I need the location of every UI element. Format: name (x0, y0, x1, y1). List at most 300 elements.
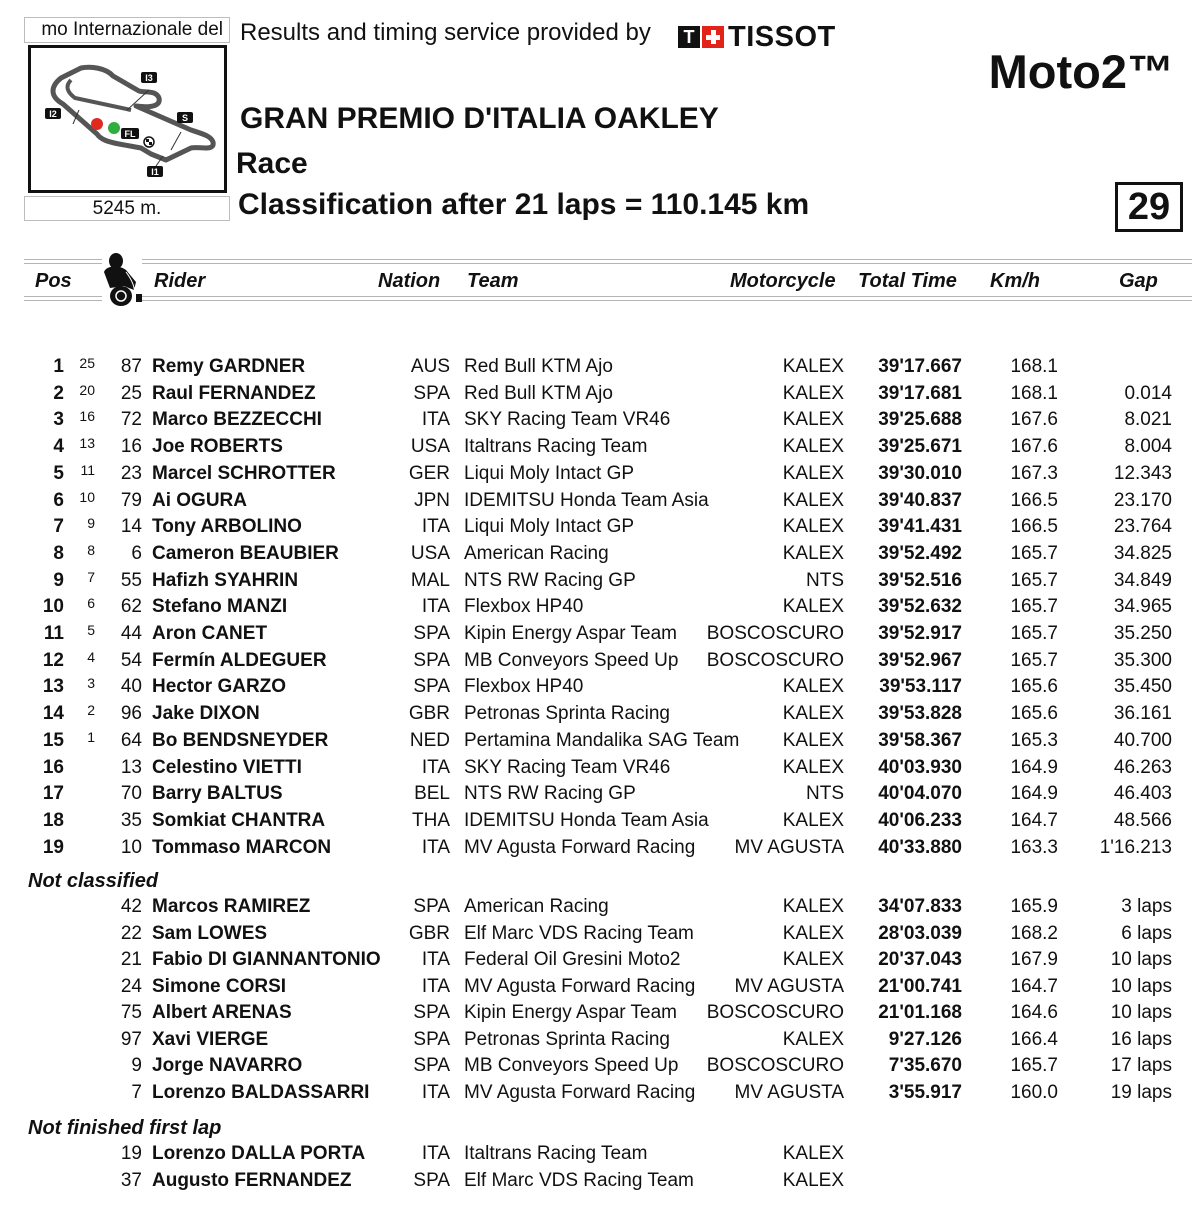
total-time-cell: 39'53.117 (879, 676, 962, 698)
nation-cell: ITA (421, 836, 450, 858)
speed-cell: 166.5 (1010, 516, 1058, 538)
gap-cell: 36.161 (1113, 703, 1172, 725)
motorcycle-cell: KALEX (782, 756, 844, 778)
nation-cell: ITA (421, 1143, 450, 1164)
header-kmh: Km/h (990, 270, 1040, 292)
rider-number-cell: 13 (120, 756, 142, 778)
team-cell: MV Agusta Forward Racing (464, 836, 696, 858)
rider-number-cell: 25 (120, 382, 142, 404)
total-time-cell: 39'17.681 (878, 382, 962, 404)
points-cell: 8 (87, 541, 95, 558)
total-time-cell: 40'33.880 (878, 836, 962, 858)
position-cell: 6 (53, 489, 64, 511)
table-row (0, 807, 1200, 834)
tissot-t-icon: T (678, 26, 700, 48)
gap-cell: 34.849 (1113, 569, 1172, 591)
nation-cell: JPN (414, 489, 450, 511)
motorcycle-cell: KALEX (782, 462, 844, 484)
nation-cell: USA (410, 436, 450, 458)
speed-cell: 165.6 (1010, 703, 1058, 725)
nation-cell: GER (408, 462, 450, 484)
category-title: Moto2™ (988, 45, 1174, 98)
team-cell: Italtrans Racing Team (464, 436, 648, 458)
event-title: GRAN PREMIO D'ITALIA OAKLEY (240, 102, 719, 135)
finish-line-marker-icon (121, 128, 139, 139)
gap-cell: 19 laps (1110, 1081, 1172, 1103)
speed-cell: 164.9 (1010, 783, 1058, 805)
nation-cell: ITA (421, 975, 450, 997)
sector3-marker-icon (141, 72, 157, 83)
rider-name-cell: Albert ARENAS (152, 1002, 292, 1023)
team-cell: MV Agusta Forward Racing (464, 1081, 696, 1103)
points-cell: 20 (79, 381, 95, 398)
points-cell: 4 (87, 648, 95, 665)
rider-name-cell: Celestino VIETTI (152, 756, 302, 778)
rider-number-cell: 23 (120, 462, 142, 484)
svg-text:I1: I1 (151, 167, 159, 177)
position-cell: 2 (53, 382, 64, 404)
gap-cell: 35.450 (1113, 676, 1172, 698)
gap-cell: 8.021 (1124, 409, 1172, 431)
position-cell: 13 (42, 676, 64, 698)
gap-cell: 23.764 (1113, 516, 1172, 538)
rider-number-cell: 16 (120, 436, 142, 458)
rider-name-cell: Marco BEZZECCHI (152, 409, 322, 431)
gap-cell: 10 laps (1110, 1002, 1172, 1023)
position-cell: 5 (53, 462, 64, 484)
table-row (0, 487, 1200, 514)
rider-number-cell: 55 (120, 569, 142, 591)
circuit-length: 5245 m. (24, 196, 230, 221)
timing-provider-text: Results and timing service provided by (240, 19, 651, 46)
rider-name-cell: Hector GARZO (152, 676, 287, 698)
table-row (0, 593, 1200, 620)
total-time-cell: 39'40.837 (878, 489, 962, 511)
nation-cell: AUS (410, 356, 450, 377)
header-motorcycle: Motorcycle (730, 270, 836, 292)
svg-text:I3: I3 (145, 73, 153, 83)
rider-number-cell: 37 (120, 1169, 142, 1191)
rider-number-cell: 64 (120, 729, 142, 751)
nation-cell: BEL (414, 783, 450, 805)
motorcycle-cell: KALEX (782, 949, 844, 970)
rider-name-cell: Simone CORSI (152, 975, 287, 997)
table-row (0, 999, 1200, 1026)
gap-cell: 40.700 (1113, 729, 1172, 751)
header-rider: Rider (154, 270, 206, 292)
nation-cell: NED (409, 729, 450, 751)
nation-cell: SPA (413, 1055, 450, 1076)
total-time-cell: 39'41.431 (878, 516, 962, 538)
team-cell: Elf Marc VDS Racing Team (464, 1169, 694, 1191)
speed-cell: 164.7 (1010, 809, 1058, 831)
gap-cell: 34.965 (1113, 596, 1172, 618)
team-cell: Kipin Energy Aspar Team (464, 623, 677, 644)
nation-cell: SPA (413, 623, 450, 644)
motorcycle-cell: MV AGUSTA (734, 975, 844, 997)
points-cell: 16 (79, 408, 95, 425)
total-time-cell: 7'35.670 (888, 1055, 962, 1076)
speed-trap-marker-icon (177, 112, 193, 123)
team-cell: Liqui Moly Intact GP (464, 516, 635, 538)
motorcycle-cell: KALEX (782, 896, 844, 917)
total-time-cell: 39'52.632 (878, 596, 962, 618)
table-row (0, 1052, 1200, 1079)
speed-cell: 160.0 (1010, 1081, 1058, 1103)
nation-cell: ITA (421, 516, 450, 538)
total-time-cell: 28'03.039 (878, 922, 962, 944)
team-cell: MV Agusta Forward Racing (464, 975, 696, 997)
rider-name-cell: Jake DIXON (152, 703, 260, 725)
speed-cell: 168.2 (1010, 922, 1058, 944)
rider-name-cell: Tony ARBOLINO (152, 516, 302, 538)
table-row (0, 567, 1200, 594)
team-cell: American Racing (464, 896, 609, 917)
table-row (0, 673, 1200, 700)
total-time-cell: 20'37.043 (878, 949, 962, 970)
position-cell: 18 (42, 809, 64, 831)
team-cell: NTS RW Racing GP (464, 783, 636, 805)
nation-cell: SPA (413, 896, 450, 917)
rider-name-cell: Aron CANET (152, 623, 268, 644)
total-time-cell: 39'52.967 (878, 649, 962, 671)
swiss-cross-icon (702, 26, 724, 48)
motorcycle-cell: MV AGUSTA (734, 1081, 844, 1103)
svg-text:FL: FL (124, 129, 136, 139)
points-cell: 6 (87, 595, 95, 612)
total-time-cell: 39'52.516 (878, 569, 962, 591)
rider-number-cell: 75 (120, 1002, 142, 1023)
motorcycle-cell: KALEX (782, 542, 844, 564)
rider-name-cell: Lorenzo BALDASSARRI (152, 1081, 370, 1103)
total-time-cell: 39'52.492 (878, 542, 962, 564)
speed-cell: 165.6 (1010, 676, 1058, 698)
team-cell: Flexbox HP40 (464, 676, 584, 698)
speed-cell: 165.7 (1010, 569, 1058, 591)
rider-name-cell: Marcel SCHROTTER (152, 462, 336, 484)
motorcycle-cell: KALEX (782, 516, 844, 538)
speed-cell: 165.3 (1010, 729, 1058, 751)
rider-number-cell: 44 (120, 623, 142, 644)
gap-cell: 6 laps (1121, 922, 1172, 944)
nation-cell: GBR (408, 703, 450, 725)
not-classified-label: Not classified (28, 870, 159, 892)
gap-cell: 10 laps (1110, 949, 1172, 970)
nation-cell: THA (412, 809, 450, 831)
rider-number-cell: 22 (120, 922, 142, 944)
motorcycle-cell: KALEX (782, 1169, 844, 1191)
nation-cell: ITA (421, 596, 450, 618)
table-row (0, 353, 1200, 380)
team-cell: American Racing (464, 542, 609, 564)
points-cell: 9 (87, 515, 95, 532)
speed-cell: 165.7 (1010, 649, 1058, 671)
team-cell: Red Bull KTM Ajo (464, 382, 613, 404)
nation-cell: ITA (421, 949, 450, 970)
total-time-cell: 21'01.168 (878, 1002, 962, 1023)
speed-cell: 166.5 (1010, 489, 1058, 511)
speed-cell: 165.7 (1010, 623, 1058, 644)
position-cell: 19 (42, 836, 64, 858)
gap-cell: 12.343 (1113, 462, 1172, 484)
total-time-cell: 40'06.233 (878, 809, 962, 831)
rider-number-cell: 35 (120, 809, 142, 831)
gap-cell: 23.170 (1113, 489, 1172, 511)
header-gap: Gap (1119, 270, 1158, 292)
table-row (0, 920, 1200, 947)
speed-cell: 164.7 (1010, 975, 1058, 997)
motorcycle-cell: MV AGUSTA (734, 836, 844, 858)
table-row (0, 700, 1200, 727)
rider-number-cell: 19 (120, 1143, 142, 1164)
nation-cell: SPA (413, 1169, 450, 1191)
nation-cell: SPA (413, 1028, 450, 1050)
nation-cell: GBR (408, 922, 450, 944)
team-cell: Petronas Sprinta Racing (464, 703, 670, 725)
rider-number-cell: 70 (120, 783, 142, 805)
rider-number-cell: 62 (120, 596, 142, 618)
table-row (0, 433, 1200, 460)
table-row (0, 540, 1200, 567)
points-cell: 25 (79, 355, 95, 371)
team-cell: IDEMITSU Honda Team Asia (464, 809, 709, 831)
position-cell: 4 (53, 436, 64, 458)
team-cell: NTS RW Racing GP (464, 569, 636, 591)
nation-cell: USA (410, 542, 450, 564)
speed-cell: 165.7 (1010, 542, 1058, 564)
rider-name-cell: Xavi VIERGE (152, 1028, 269, 1050)
rider-name-cell: Marcos RAMIREZ (152, 896, 311, 917)
total-time-cell: 39'17.667 (878, 356, 962, 377)
total-time-cell: 39'30.010 (878, 462, 962, 484)
rider-name-cell: Augusto FERNANDEZ (152, 1169, 352, 1191)
position-cell: 3 (53, 409, 64, 431)
position-cell: 17 (42, 783, 64, 805)
rider-name-cell: Sam LOWES (152, 922, 268, 944)
position-cell: 11 (43, 623, 64, 644)
speed-cell: 166.4 (1010, 1028, 1058, 1050)
team-cell: SKY Racing Team VR46 (464, 756, 671, 778)
nation-cell: SPA (413, 1002, 450, 1023)
speed-cell: 165.7 (1010, 1055, 1058, 1076)
table-row (0, 1167, 1200, 1194)
total-time-cell: 9'27.126 (888, 1028, 962, 1050)
sector2-marker-icon (45, 108, 61, 119)
position-cell: 10 (42, 596, 64, 618)
speed-cell: 167.3 (1010, 462, 1058, 484)
rider-name-cell: Somkiat CHANTRA (152, 809, 326, 831)
svg-text:I2: I2 (49, 109, 57, 119)
table-row (0, 727, 1200, 754)
speed-cell: 168.1 (1010, 382, 1058, 404)
motorcycle-cell: KALEX (782, 1143, 844, 1164)
position-cell: 7 (53, 516, 64, 538)
total-time-cell: 39'25.688 (878, 409, 962, 431)
team-cell: Red Bull KTM Ajo (464, 356, 613, 377)
motorcycle-cell: KALEX (782, 1028, 844, 1050)
speed-cell: 167.6 (1010, 436, 1058, 458)
table-row (0, 647, 1200, 674)
rider-number-cell: 21 (120, 949, 142, 970)
position-cell: 16 (42, 756, 64, 778)
team-cell: MB Conveyors Speed Up (464, 1055, 679, 1076)
speed-cell: 164.9 (1010, 756, 1058, 778)
green-light-icon (108, 122, 120, 134)
team-cell: Elf Marc VDS Racing Team (464, 922, 694, 944)
rider-name-cell: Lorenzo DALLA PORTA (152, 1143, 366, 1164)
speed-cell: 163.3 (1010, 836, 1058, 858)
points-cell: 13 (79, 435, 95, 452)
team-cell: SKY Racing Team VR46 (464, 409, 671, 431)
table-row (0, 460, 1200, 487)
speed-cell: 168.1 (1010, 356, 1058, 377)
table-row (0, 513, 1200, 540)
speed-cell: 164.6 (1010, 1002, 1058, 1023)
speed-cell: 167.9 (1010, 949, 1058, 970)
position-cell: 9 (53, 569, 64, 591)
position-cell: 1 (53, 356, 64, 377)
total-time-cell: 40'03.930 (878, 756, 962, 778)
points-cell: 1 (87, 728, 95, 745)
team-cell: Liqui Moly Intact GP (464, 462, 635, 484)
total-time-cell: 39'58.367 (878, 729, 962, 751)
rider-name-cell: Cameron BEAUBIER (152, 542, 339, 564)
gap-cell: 35.250 (1113, 623, 1172, 644)
table-row (0, 620, 1200, 647)
not-finished-first-lap-label: Not finished first lap (28, 1117, 222, 1139)
gap-cell: 48.566 (1113, 809, 1172, 831)
table-row (0, 946, 1200, 973)
sector1-marker-icon (147, 166, 163, 177)
total-time-cell: 39'53.828 (878, 703, 962, 725)
header-nation: Nation (378, 270, 441, 292)
position-cell: 8 (53, 542, 64, 564)
track-layout-icon (31, 48, 224, 190)
motorcycle-cell: KALEX (782, 809, 844, 831)
circuit-name: mo Internazionale del (24, 17, 230, 43)
motorcycle-cell: KALEX (782, 436, 844, 458)
motorcycle-cell: BOSCOSCURO (706, 1002, 844, 1023)
gap-cell: 34.825 (1113, 542, 1172, 564)
rider-number-cell: 10 (120, 836, 142, 858)
rider-name-cell: Joe ROBERTS (152, 436, 283, 458)
rider-name-cell: Bo BENDSNEYDER (152, 729, 329, 751)
rider-name-cell: Stefano MANZI (152, 596, 288, 618)
tissot-logo (678, 21, 836, 53)
motorcycle-cell: KALEX (782, 489, 844, 511)
motorcycle-cell: KALEX (782, 922, 844, 944)
total-time-cell: 39'52.917 (878, 623, 962, 644)
session-title: Race (236, 147, 308, 180)
table-row (0, 380, 1200, 407)
team-cell: Federal Oil Gresini Moto2 (464, 949, 681, 970)
team-cell: MB Conveyors Speed Up (464, 649, 679, 671)
motorcycle-cell: NTS (806, 783, 844, 805)
rider-number-cell: 54 (120, 649, 142, 671)
gap-cell: 3 laps (1121, 896, 1172, 917)
gap-cell: 8.004 (1124, 436, 1172, 458)
nation-cell: SPA (413, 676, 450, 698)
total-time-cell: 34'07.833 (878, 896, 962, 917)
points-cell: 10 (79, 488, 95, 505)
rider-number-cell: 87 (120, 356, 142, 377)
checkered-flag-icon (144, 137, 154, 147)
rider-name-cell: Barry BALTUS (152, 783, 283, 805)
team-cell: Italtrans Racing Team (464, 1143, 648, 1164)
total-time-cell: 40'04.070 (878, 783, 962, 805)
motorcycle-cell: KALEX (782, 382, 844, 404)
classification-title: Classification after 21 laps = 110.145 km (238, 188, 810, 221)
team-cell: Pertamina Mandalika SAG Team (464, 729, 740, 751)
table-row (0, 973, 1200, 1000)
position-cell: 12 (42, 649, 64, 671)
rider-name-cell: Hafizh SYAHRIN (152, 569, 299, 591)
gap-cell: 16 laps (1110, 1028, 1172, 1050)
rider-number-cell: 6 (131, 542, 142, 564)
tissot-wordmark: TISSOT (728, 21, 836, 53)
rider-number-cell: 72 (120, 409, 142, 431)
motorcycle-cell: BOSCOSCURO (706, 623, 844, 644)
total-time-cell: 39'25.671 (878, 436, 962, 458)
table-row (0, 893, 1200, 920)
table-row (0, 406, 1200, 433)
team-cell: Kipin Energy Aspar Team (464, 1002, 677, 1023)
points-cell: 7 (87, 568, 95, 585)
motorcycle-cell: BOSCOSCURO (706, 649, 844, 671)
table-row (0, 1079, 1200, 1106)
motorcycle-cell: KALEX (782, 356, 844, 377)
speed-cell: 167.6 (1010, 409, 1058, 431)
motorcycle-rider-icon (96, 252, 148, 308)
nation-cell: SPA (413, 649, 450, 671)
gap-cell: 46.263 (1113, 756, 1172, 778)
team-cell: IDEMITSU Honda Team Asia (464, 489, 709, 511)
nation-cell: ITA (421, 756, 450, 778)
gap-cell: 17 laps (1110, 1055, 1172, 1076)
rider-number-cell: 14 (120, 516, 142, 538)
rider-number-cell: 42 (120, 896, 142, 917)
header-pos: Pos (35, 270, 72, 292)
rider-name-cell: Remy GARDNER (152, 356, 306, 377)
nation-cell: MAL (410, 569, 450, 591)
position-cell: 15 (42, 729, 64, 751)
nation-cell: ITA (421, 409, 450, 431)
motorcycle-cell: NTS (806, 569, 844, 591)
page-number: 29 (1115, 182, 1183, 232)
rider-name-cell: Ai OGURA (152, 489, 247, 511)
rider-name-cell: Tommaso MARCON (152, 836, 332, 858)
red-light-icon (91, 118, 103, 130)
points-cell: 5 (87, 622, 95, 638)
circuit-map (28, 45, 227, 193)
header-total-time: Total Time (858, 270, 957, 292)
total-time-cell: 21'00.741 (878, 975, 962, 997)
motorcycle-cell: KALEX (782, 676, 844, 698)
rider-number-cell: 96 (120, 703, 142, 725)
team-cell: Flexbox HP40 (464, 596, 584, 618)
points-cell: 11 (80, 461, 95, 478)
gap-cell: 46.403 (1113, 783, 1172, 805)
rider-number-cell: 7 (131, 1081, 142, 1103)
table-row (0, 834, 1200, 861)
rider-name-cell: Fabio DI GIANNANTONIO (152, 949, 381, 970)
rider-number-cell: 97 (120, 1028, 142, 1050)
rider-number-cell: 40 (120, 676, 142, 698)
rider-name-cell: Jorge NAVARRO (152, 1055, 303, 1076)
nation-cell: ITA (421, 1081, 450, 1103)
speed-cell: 165.7 (1010, 596, 1058, 618)
gap-cell: 1'16.213 (1099, 836, 1172, 858)
